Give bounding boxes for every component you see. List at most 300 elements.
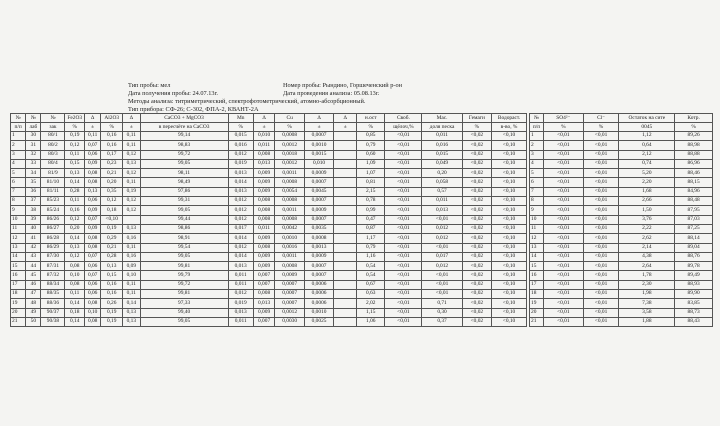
table-cell: 33 bbox=[26, 159, 41, 168]
table-cell: 2,66 bbox=[619, 197, 675, 206]
table-cell: 18 bbox=[530, 290, 544, 299]
table-cell: 0,008 bbox=[253, 206, 275, 215]
empty-cell bbox=[334, 299, 357, 308]
table-cell: 0,29 bbox=[101, 234, 123, 243]
table-cell: <0,01 bbox=[543, 290, 583, 299]
table-cell: 43 bbox=[26, 252, 41, 261]
table-cell: <0,02 bbox=[462, 280, 491, 289]
table-cell: 0,0011 bbox=[275, 252, 304, 261]
table-cell: <0,10 bbox=[492, 159, 527, 168]
table-cell: <0,10 bbox=[101, 215, 123, 224]
column-header: ± bbox=[253, 123, 275, 132]
table-cell: 0,009 bbox=[253, 169, 275, 178]
table-cell: 0,012 bbox=[228, 197, 253, 206]
table-cell: <0,01 bbox=[543, 262, 583, 271]
table-cell: <0,02 bbox=[462, 169, 491, 178]
empty-cell bbox=[334, 141, 357, 150]
table-cell: 32 bbox=[26, 150, 41, 159]
table-cell: <0,01 bbox=[422, 280, 462, 289]
column-header: доля песка bbox=[422, 123, 462, 132]
table-cell: 86/27 bbox=[41, 224, 65, 233]
table-cell: 0,009 bbox=[253, 234, 275, 243]
table-cell: 41 bbox=[26, 234, 41, 243]
table-cell: 88,76 bbox=[675, 252, 713, 261]
table-cell: 0,0009 bbox=[275, 271, 304, 280]
table-cell: 0,19 bbox=[101, 317, 123, 326]
table-cell: 0,81 bbox=[357, 178, 385, 187]
table-row bbox=[11, 290, 527, 299]
table-cell: 18 bbox=[11, 290, 26, 299]
table-row bbox=[530, 280, 713, 289]
empty-cell bbox=[334, 224, 357, 233]
table-row bbox=[530, 197, 713, 206]
table-cell: <0,01 bbox=[583, 280, 619, 289]
table-cell: 50 bbox=[26, 317, 41, 326]
table-row bbox=[530, 290, 713, 299]
table-cell: 0,07 bbox=[85, 141, 101, 150]
table-cell: 0,79 bbox=[357, 141, 385, 150]
table-cell: <0,01 bbox=[583, 271, 619, 280]
table-cell: <0,01 bbox=[583, 308, 619, 317]
table-cell: 3,76 bbox=[619, 215, 675, 224]
table-cell: <0,01 bbox=[385, 290, 422, 299]
table-row bbox=[11, 299, 527, 308]
table-cell: 0,0054 bbox=[275, 187, 304, 196]
table-cell: 0,60 bbox=[357, 150, 385, 159]
analysis-date: Дата проведения анализа: 05.08.13г. bbox=[283, 90, 380, 97]
table-cell: 90/38 bbox=[41, 317, 65, 326]
table-cell: 0,16 bbox=[123, 234, 140, 243]
column-header: SO4²⁻ bbox=[543, 114, 583, 123]
table-cell: 0,47 bbox=[357, 215, 385, 224]
table-row bbox=[530, 187, 713, 196]
table-cell: 90/37 bbox=[41, 308, 65, 317]
table-row bbox=[11, 262, 527, 271]
table-cell: <0,01 bbox=[583, 243, 619, 252]
table-cell: 14 bbox=[530, 252, 544, 261]
table-cell: 86,96 bbox=[675, 159, 713, 168]
table-cell: 0,19 bbox=[101, 224, 123, 233]
table-cell: 6 bbox=[11, 178, 26, 187]
table-cell: <0,01 bbox=[385, 271, 422, 280]
table-cell: 0,11 bbox=[65, 290, 85, 299]
table-cell: 7 bbox=[530, 187, 544, 196]
table-cell: <0,01 bbox=[385, 299, 422, 308]
table-cell: 0,0007 bbox=[275, 280, 304, 289]
table-cell: 80/3 bbox=[41, 150, 65, 159]
table-cell: 12 bbox=[11, 234, 26, 243]
sample-meta-right bbox=[283, 82, 402, 98]
table-cell: 0,13 bbox=[123, 224, 140, 233]
table-cell: 0,0007 bbox=[304, 197, 333, 206]
table-cell: 0,013 bbox=[253, 159, 275, 168]
table-cell: 0,14 bbox=[123, 299, 140, 308]
table-cell: 99,72 bbox=[140, 280, 228, 289]
column-header: % bbox=[275, 123, 304, 132]
empty-cell bbox=[334, 317, 357, 326]
table-row bbox=[530, 299, 713, 308]
table-cell: 0,21 bbox=[101, 243, 123, 252]
table-cell: 12 bbox=[530, 234, 544, 243]
table-cell: <0,02 bbox=[462, 299, 491, 308]
side-results-table bbox=[529, 113, 713, 327]
table-cell: 0,16 bbox=[101, 132, 123, 141]
table-cell: <0,02 bbox=[462, 224, 491, 233]
table-cell: 0,35 bbox=[101, 187, 123, 196]
table-cell: 0,23 bbox=[101, 159, 123, 168]
table-cell: 5 bbox=[11, 169, 26, 178]
table-cell: 0,016 bbox=[422, 141, 462, 150]
table-cell: 0,009 bbox=[253, 308, 275, 317]
table-cell: 0,0018 bbox=[275, 150, 304, 159]
table-row bbox=[11, 141, 527, 150]
table-row bbox=[530, 215, 713, 224]
table-row bbox=[530, 141, 713, 150]
table-cell: 88,73 bbox=[675, 308, 713, 317]
table-cell: 21 bbox=[11, 317, 26, 326]
header-row-top bbox=[11, 114, 527, 123]
table-cell: <0,02 bbox=[462, 141, 491, 150]
table-cell: 0,12 bbox=[65, 141, 85, 150]
table-cell: 0,07 bbox=[85, 252, 101, 261]
table-cell: 0,13 bbox=[123, 317, 140, 326]
table-cell: <0,02 bbox=[462, 215, 491, 224]
table-cell: <0,01 bbox=[543, 317, 583, 326]
table-cell: 1,17 bbox=[357, 234, 385, 243]
table-cell: 0,10 bbox=[85, 308, 101, 317]
table-cell: 0,19 bbox=[123, 187, 140, 196]
empty-cell bbox=[334, 150, 357, 159]
table-cell: <0,01 bbox=[385, 150, 422, 159]
table-cell: 0,16 bbox=[101, 141, 123, 150]
table-cell: 85/23 bbox=[41, 197, 65, 206]
table-cell: 87,95 bbox=[675, 206, 713, 215]
table-cell: 30 bbox=[26, 132, 41, 141]
table-cell: 0,08 bbox=[85, 299, 101, 308]
table-cell: 0,26 bbox=[101, 299, 123, 308]
table-cell: 89,04 bbox=[675, 243, 713, 252]
table-row bbox=[530, 206, 713, 215]
table-cell: 99,79 bbox=[140, 271, 228, 280]
table-cell: <0,01 bbox=[543, 169, 583, 178]
table-cell: 0,007 bbox=[253, 271, 275, 280]
table-cell: 80/2 bbox=[41, 141, 65, 150]
table-cell: 0,011 bbox=[253, 224, 275, 233]
table-cell: 0,14 bbox=[65, 178, 85, 187]
table-row bbox=[530, 317, 713, 326]
table-cell: <0,01 bbox=[543, 187, 583, 196]
table-cell: 0,64 bbox=[619, 141, 675, 150]
table-cell: 99,05 bbox=[140, 206, 228, 215]
column-header: лаб bbox=[26, 123, 41, 132]
table-cell: 0,37 bbox=[422, 317, 462, 326]
table-cell: <0,02 bbox=[462, 150, 491, 159]
table-cell: 0,09 bbox=[85, 224, 101, 233]
table-cell: 0,0035 bbox=[304, 224, 333, 233]
column-header: № bbox=[530, 114, 544, 123]
table-cell: 40 bbox=[26, 224, 41, 233]
table-cell: 0,019 bbox=[228, 159, 253, 168]
table-cell: 38 bbox=[26, 206, 41, 215]
table-cell: 0,010 bbox=[253, 132, 275, 141]
table-cell: 1 bbox=[530, 132, 544, 141]
column-header: Δ bbox=[123, 114, 140, 123]
table-cell: <0,01 bbox=[422, 290, 462, 299]
column-header: Мас. bbox=[422, 114, 462, 123]
table-cell: 4 bbox=[530, 159, 544, 168]
table-row bbox=[11, 308, 527, 317]
table-cell: 0,014 bbox=[228, 234, 253, 243]
table-cell: 15 bbox=[11, 262, 26, 271]
table-cell: 17 bbox=[530, 280, 544, 289]
table-cell: <0,02 bbox=[462, 317, 491, 326]
column-header: в пересчёте на CaCO3 bbox=[140, 123, 228, 132]
table-cell: 1,09 bbox=[357, 159, 385, 168]
table-cell: 88/35 bbox=[41, 290, 65, 299]
table-cell: 99,14 bbox=[140, 132, 228, 141]
column-header: Al2O3 bbox=[101, 114, 123, 123]
table-cell: <0,01 bbox=[583, 215, 619, 224]
table-row bbox=[530, 262, 713, 271]
table-cell: 0,0012 bbox=[275, 159, 304, 168]
table-row bbox=[11, 159, 527, 168]
column-header: Fe2O3 bbox=[65, 114, 85, 123]
table-cell: 0,14 bbox=[65, 299, 85, 308]
table-row bbox=[530, 252, 713, 261]
table-cell: <0,01 bbox=[385, 132, 422, 141]
table-cell: 88,14 bbox=[675, 234, 713, 243]
table-row bbox=[11, 317, 527, 326]
table-cell: 0,007 bbox=[253, 317, 275, 326]
table-cell: 0,71 bbox=[422, 299, 462, 308]
table-cell: <0,10 bbox=[492, 197, 527, 206]
table-cell: 0,08 bbox=[65, 262, 85, 271]
table-cell: 13 bbox=[530, 243, 544, 252]
table-cell: 81/9 bbox=[41, 169, 65, 178]
table-cell: <0,10 bbox=[492, 178, 527, 187]
table-cell: 34 bbox=[26, 169, 41, 178]
empty-cell bbox=[334, 290, 357, 299]
table-cell: <0,02 bbox=[462, 308, 491, 317]
table-cell: 15 bbox=[530, 262, 544, 271]
table-cell: 89,90 bbox=[675, 290, 713, 299]
table-cell: 0,008 bbox=[253, 243, 275, 252]
table-cell: <0,01 bbox=[543, 141, 583, 150]
empty-cell bbox=[334, 197, 357, 206]
table-cell: 0,09 bbox=[123, 262, 140, 271]
table-cell: 2,12 bbox=[619, 150, 675, 159]
table-cell: 10 bbox=[530, 215, 544, 224]
table-cell: 2,14 bbox=[619, 243, 675, 252]
table-cell: <0,10 bbox=[492, 141, 527, 150]
table-cell: 0,0009 bbox=[304, 252, 333, 261]
empty-cell bbox=[334, 280, 357, 289]
table-cell: <0,01 bbox=[385, 178, 422, 187]
column-header: Cu bbox=[275, 114, 304, 123]
table-cell: 2,64 bbox=[619, 262, 675, 271]
table-cell: 0,0025 bbox=[304, 317, 333, 326]
table-cell: <0,01 bbox=[385, 234, 422, 243]
table-cell: 81/11 bbox=[41, 187, 65, 196]
column-header: № bbox=[41, 114, 65, 123]
table-cell: <0,10 bbox=[492, 206, 527, 215]
table-cell: 1,50 bbox=[619, 206, 675, 215]
table-cell: 1,78 bbox=[619, 271, 675, 280]
table-cell: 0,019 bbox=[228, 299, 253, 308]
table-cell: 0,0006 bbox=[304, 299, 333, 308]
table-cell: <0,10 bbox=[492, 308, 527, 317]
table-cell: 88,88 bbox=[675, 150, 713, 159]
table-cell: 0,008 bbox=[253, 215, 275, 224]
table-cell: 0,0008 bbox=[275, 215, 304, 224]
table-cell: 0,0007 bbox=[275, 299, 304, 308]
table-cell: 0,011 bbox=[228, 317, 253, 326]
table-cell: <0,01 bbox=[385, 197, 422, 206]
column-header: Δ bbox=[85, 114, 101, 123]
table-cell: 8 bbox=[530, 197, 544, 206]
table-cell: 0,0007 bbox=[304, 262, 333, 271]
table-cell: 86/26 bbox=[41, 215, 65, 224]
table-cell: <0,10 bbox=[492, 243, 527, 252]
column-header: % bbox=[462, 123, 491, 132]
table-cell: <0,01 bbox=[543, 299, 583, 308]
table-cell: <0,10 bbox=[492, 215, 527, 224]
table-cell: 3 bbox=[530, 150, 544, 159]
table-cell: 45 bbox=[26, 271, 41, 280]
table-cell: <0,01 bbox=[583, 150, 619, 159]
table-cell: 0,012 bbox=[422, 262, 462, 271]
table-row bbox=[11, 252, 527, 261]
table-cell: 2,15 bbox=[357, 187, 385, 196]
table-row bbox=[11, 132, 527, 141]
table-cell: 88/36 bbox=[41, 299, 65, 308]
table-cell: 0,017 bbox=[228, 224, 253, 233]
table-cell: 16 bbox=[11, 271, 26, 280]
table-cell: 0,08 bbox=[85, 317, 101, 326]
table-cell: 83,85 bbox=[675, 299, 713, 308]
main-results-table bbox=[10, 113, 527, 327]
table-cell: <0,01 bbox=[543, 252, 583, 261]
table-cell: 0,012 bbox=[422, 224, 462, 233]
column-header: Δ bbox=[304, 114, 333, 123]
table-cell: 0,15 bbox=[101, 271, 123, 280]
table-cell: 1,98 bbox=[619, 290, 675, 299]
table-cell: 99,31 bbox=[140, 197, 228, 206]
column-header: зак bbox=[41, 123, 65, 132]
table-cell: <0,01 bbox=[385, 141, 422, 150]
table-cell: 0,16 bbox=[101, 290, 123, 299]
table-cell: <0,10 bbox=[492, 280, 527, 289]
table-cell: 0,16 bbox=[123, 252, 140, 261]
table-cell: 1,88 bbox=[619, 317, 675, 326]
table-cell: 0,11 bbox=[123, 132, 140, 141]
table-cell: <0,10 bbox=[492, 317, 527, 326]
table-cell: 0,18 bbox=[65, 308, 85, 317]
table-cell: <0,01 bbox=[583, 206, 619, 215]
table-row bbox=[11, 169, 527, 178]
table-cell: 89,49 bbox=[675, 271, 713, 280]
table-cell: <0,01 bbox=[543, 234, 583, 243]
table-cell: 20 bbox=[530, 308, 544, 317]
table-cell: 0,0010 bbox=[304, 141, 333, 150]
table-cell: 7,38 bbox=[619, 299, 675, 308]
table-cell: 0,0008 bbox=[275, 262, 304, 271]
table-cell: 0,13 bbox=[65, 243, 85, 252]
table-cell: 0,011 bbox=[228, 280, 253, 289]
column-header: % bbox=[543, 123, 583, 132]
table-cell: 47 bbox=[26, 290, 41, 299]
table-cell: 80/4 bbox=[41, 159, 65, 168]
table-cell: 2,20 bbox=[619, 178, 675, 187]
column-header: Котр. bbox=[675, 114, 713, 123]
table-cell: 0,13 bbox=[101, 262, 123, 271]
table-cell: 0,19 bbox=[101, 308, 123, 317]
table-cell: 48 bbox=[26, 299, 41, 308]
table-cell: <0,01 bbox=[543, 224, 583, 233]
sample-type: Тип пробы: мел bbox=[128, 82, 171, 89]
table-cell: 87/30 bbox=[41, 252, 65, 261]
table-cell: 0,011 bbox=[228, 271, 253, 280]
table-cell: 0,016 bbox=[228, 141, 253, 150]
table-cell: <0,01 bbox=[385, 317, 422, 326]
table-cell: 0,11 bbox=[123, 280, 140, 289]
table-cell: 97,33 bbox=[140, 299, 228, 308]
table-cell: 0,12 bbox=[123, 197, 140, 206]
column-header: ± bbox=[334, 123, 357, 132]
table-cell: 0,20 bbox=[422, 169, 462, 178]
table-cell: 0,28 bbox=[101, 252, 123, 261]
table-cell: <0,02 bbox=[462, 197, 491, 206]
table-cell: 0,0015 bbox=[304, 150, 333, 159]
table-cell: 99,05 bbox=[140, 252, 228, 261]
table-cell: 0,0008 bbox=[275, 197, 304, 206]
table-cell: <0,01 bbox=[583, 317, 619, 326]
table-cell: 3,58 bbox=[619, 308, 675, 317]
table-cell: 0,08 bbox=[85, 178, 101, 187]
table-cell: <0,01 bbox=[583, 141, 619, 150]
table-cell: 0,13 bbox=[123, 308, 140, 317]
table-cell: 0,013 bbox=[228, 169, 253, 178]
table-cell bbox=[123, 215, 140, 224]
table-cell: 0,13 bbox=[123, 159, 140, 168]
empty-cell bbox=[334, 169, 357, 178]
table-row bbox=[530, 224, 713, 233]
table-cell: <0,01 bbox=[543, 215, 583, 224]
table-row bbox=[11, 206, 527, 215]
table-cell: <0,01 bbox=[385, 206, 422, 215]
column-header: Остаток на сите bbox=[619, 114, 675, 123]
table-cell: 0,009 bbox=[253, 187, 275, 196]
table-cell: 0,12 bbox=[101, 197, 123, 206]
table-row bbox=[530, 234, 713, 243]
table-cell: 21 bbox=[530, 317, 544, 326]
column-header: в-во, % bbox=[492, 123, 527, 132]
table-cell: <0,01 bbox=[543, 243, 583, 252]
table-cell: 0,67 bbox=[357, 280, 385, 289]
table-cell: 84,96 bbox=[675, 187, 713, 196]
table-cell: 0,0011 bbox=[275, 206, 304, 215]
table-cell: 0,0007 bbox=[275, 290, 304, 299]
table-cell: 80/1 bbox=[41, 132, 65, 141]
table-cell: 44 bbox=[26, 262, 41, 271]
table-cell: <0,02 bbox=[462, 252, 491, 261]
table-cell: 0,014 bbox=[228, 252, 253, 261]
table-cell: 0,012 bbox=[228, 243, 253, 252]
table-cell: 98,11 bbox=[140, 169, 228, 178]
table-cell: 11 bbox=[530, 224, 544, 233]
table-cell: 0,12 bbox=[65, 215, 85, 224]
table-cell: <0,10 bbox=[492, 271, 527, 280]
